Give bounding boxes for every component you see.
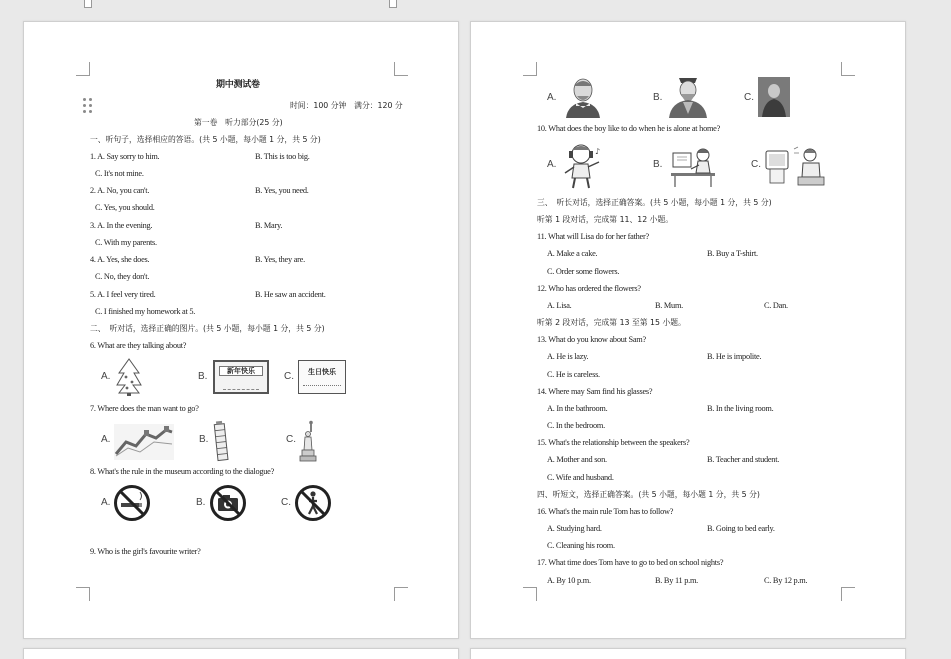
q6-stem: 6. What are they talking about? — [90, 341, 187, 350]
q6-label-b: B. — [198, 371, 208, 382]
q3-option-b: B. Mary. — [255, 221, 283, 230]
document-page-1[interactable] — [23, 21, 459, 639]
q5-option-c: C. I finished my homework at 5. — [95, 307, 196, 316]
q10-label-b: B. — [653, 159, 663, 170]
q3-option-c: C. With my parents. — [95, 238, 157, 247]
q9-stem: 9. Who is the girl's favourite writer? — [90, 547, 201, 556]
confucius-portrait-icon — [667, 74, 709, 118]
q9-label-c: C. — [744, 92, 754, 103]
birthday-card — [298, 360, 346, 394]
q2-option-c: C. Yes, you should. — [95, 203, 155, 212]
new-year-card-text: 新年快乐 — [219, 366, 263, 376]
no-entry-person-icon — [294, 484, 332, 522]
q11-option-b: B. Buy a T-shirt. — [707, 249, 758, 258]
q1-option-a: 1. A. Say sorry to him. — [90, 152, 160, 161]
document-page-4[interactable] — [470, 648, 906, 659]
q9-label-b: B. — [653, 92, 663, 103]
q12-option-b: B. Mum. — [655, 301, 683, 310]
q17-option-a: A. By 10 p.m. — [547, 576, 591, 585]
volume-title: 第一卷 听力部分(25 分) — [194, 118, 283, 127]
document-page-2[interactable] — [470, 21, 906, 639]
q15-stem: 15. What's the relationship between the speakers? — [537, 438, 690, 447]
q15-option-c: C. Wife and husband. — [547, 473, 614, 482]
q15-option-b: B. Teacher and student. — [707, 455, 780, 464]
section-2-heading: 二、 听对话，选择正确的图片。(共 5 小题，每小题 1 分，共 5 分) — [90, 324, 325, 333]
margin-corner — [76, 587, 90, 601]
shakespeare-portrait-icon — [560, 74, 606, 118]
christmas-tree-icon — [115, 357, 143, 397]
exam-title: 期中测试卷 — [216, 80, 260, 90]
q13-option-a: A. He is lazy. — [547, 352, 589, 361]
q2-option-a: 2. A. No, you can't. — [90, 186, 150, 195]
q7-stem: 7. Where does the man want to go? — [90, 404, 199, 413]
q16-option-c: C. Cleaning his room. — [547, 541, 615, 550]
q13-stem: 13. What do you know about Sam? — [537, 335, 646, 344]
q8-label-b: B. — [196, 497, 206, 508]
q17-option-c: C. By 12 p.m. — [764, 576, 808, 585]
q13-option-b: B. He is impolite. — [707, 352, 762, 361]
great-wall-icon — [114, 424, 174, 460]
margin-corner — [394, 62, 408, 76]
q12-option-c: C. Dan. — [764, 301, 788, 310]
margin-corner — [841, 62, 855, 76]
q16-option-b: B. Going to bed early. — [707, 524, 775, 533]
writer-photo-icon — [758, 77, 790, 117]
q17-stem: 17. What time does Tom have to go to bed on school nights? — [537, 558, 724, 567]
q11-stem: 11. What will Lisa do for her father? — [537, 232, 649, 241]
q16-stem: 16. What's the main rule Tom has to follow? — [537, 507, 674, 516]
section-3-heading: 三、 听长对话，选择正确答案。(共 5 小题，每小题 1 分，共 5 分) — [537, 198, 772, 207]
q16-option-a: A. Studying hard. — [547, 524, 602, 533]
q13-option-c: C. He is careless. — [547, 370, 600, 379]
q10-stem: 10. What does the boy like to do when he is alone at home? — [537, 124, 721, 133]
page-marker-right — [389, 0, 397, 8]
q10-label-a: A. — [547, 159, 557, 170]
q2-option-b: B. Yes, you need. — [255, 186, 309, 195]
q8-label-c: C. — [281, 497, 291, 508]
birthday-card-text: 生日快乐 — [308, 368, 336, 376]
q9-label-a: A. — [547, 92, 557, 103]
q17-option-b: B. By 11 p.m. — [655, 576, 699, 585]
q1-option-c: C. It's not mine. — [95, 169, 144, 178]
q8-label-a: A. — [101, 497, 111, 508]
girl-computer-icon — [669, 145, 719, 189]
q5-option-b: B. He saw an accident. — [255, 290, 326, 299]
q8-stem: 8. What's the rule in the museum according to the dialogue? — [90, 467, 275, 476]
margin-corner — [76, 62, 90, 76]
q4-option-b: B. Yes, they are. — [255, 255, 305, 264]
dialogue-1-instruction: 听第 1 段对话，完成第 11、12 小题。 — [537, 215, 674, 224]
q6-label-a: A. — [101, 371, 111, 382]
q7-label-a: A. — [101, 434, 111, 445]
no-smoking-icon — [113, 484, 151, 522]
drag-handle-icon[interactable] — [83, 98, 93, 114]
new-year-card — [213, 360, 269, 394]
time-info: 时间：100 分钟 满分：120 分 — [290, 101, 403, 110]
q1-option-b: B. This is too big. — [255, 152, 310, 161]
svg-text:♪: ♪ — [595, 147, 601, 156]
margin-corner — [394, 587, 408, 601]
q7-label-c: C. — [286, 434, 296, 445]
boy-listening-music-icon — [561, 140, 605, 192]
section-1-heading: 一、听句子，选择相应的答语。(共 5 小题，每小题 1 分，共 5 分) — [90, 135, 321, 144]
document-page-3[interactable] — [23, 648, 459, 659]
q11-option-a: A. Make a cake. — [547, 249, 598, 258]
q14-option-c: C. In the bedroom. — [547, 421, 605, 430]
page-marker-left — [84, 0, 92, 8]
q14-option-b: B. In the living room. — [707, 404, 774, 413]
q6-label-c: C. — [284, 371, 294, 382]
margin-corner — [523, 62, 537, 76]
q4-option-c: C. No, they don't. — [95, 272, 150, 281]
q10-label-c: C. — [751, 159, 761, 170]
q11-option-c: C. Order some flowers. — [547, 267, 620, 276]
q7-label-b: B. — [199, 434, 209, 445]
q14-option-a: A. In the bathroom. — [547, 404, 608, 413]
margin-corner — [841, 587, 855, 601]
statue-of-liberty-icon — [298, 420, 320, 462]
q15-option-a: A. Mother and son. — [547, 455, 607, 464]
q4-option-a: 4. A. Yes, she does. — [90, 255, 150, 264]
q5-option-a: 5. A. I feel very tired. — [90, 290, 156, 299]
no-photography-icon — [209, 484, 247, 522]
margin-corner — [523, 587, 537, 601]
q12-option-a: A. Lisa. — [547, 301, 572, 310]
section-4-heading: 四、听短文，选择正确答案。(共 5 小题，每小题 1 分，共 5 分) — [537, 490, 760, 499]
dialogue-2-instruction: 听第 2 段对话，完成第 13 至第 15 小题。 — [537, 318, 686, 327]
q12-stem: 12. Who has ordered the flowers? — [537, 284, 641, 293]
q14-stem: 14. Where may Sam find his glasses? — [537, 387, 653, 396]
leaning-tower-icon — [213, 420, 233, 462]
boy-watching-tv-icon — [764, 145, 826, 189]
q3-option-a: 3. A. In the evening. — [90, 221, 153, 230]
